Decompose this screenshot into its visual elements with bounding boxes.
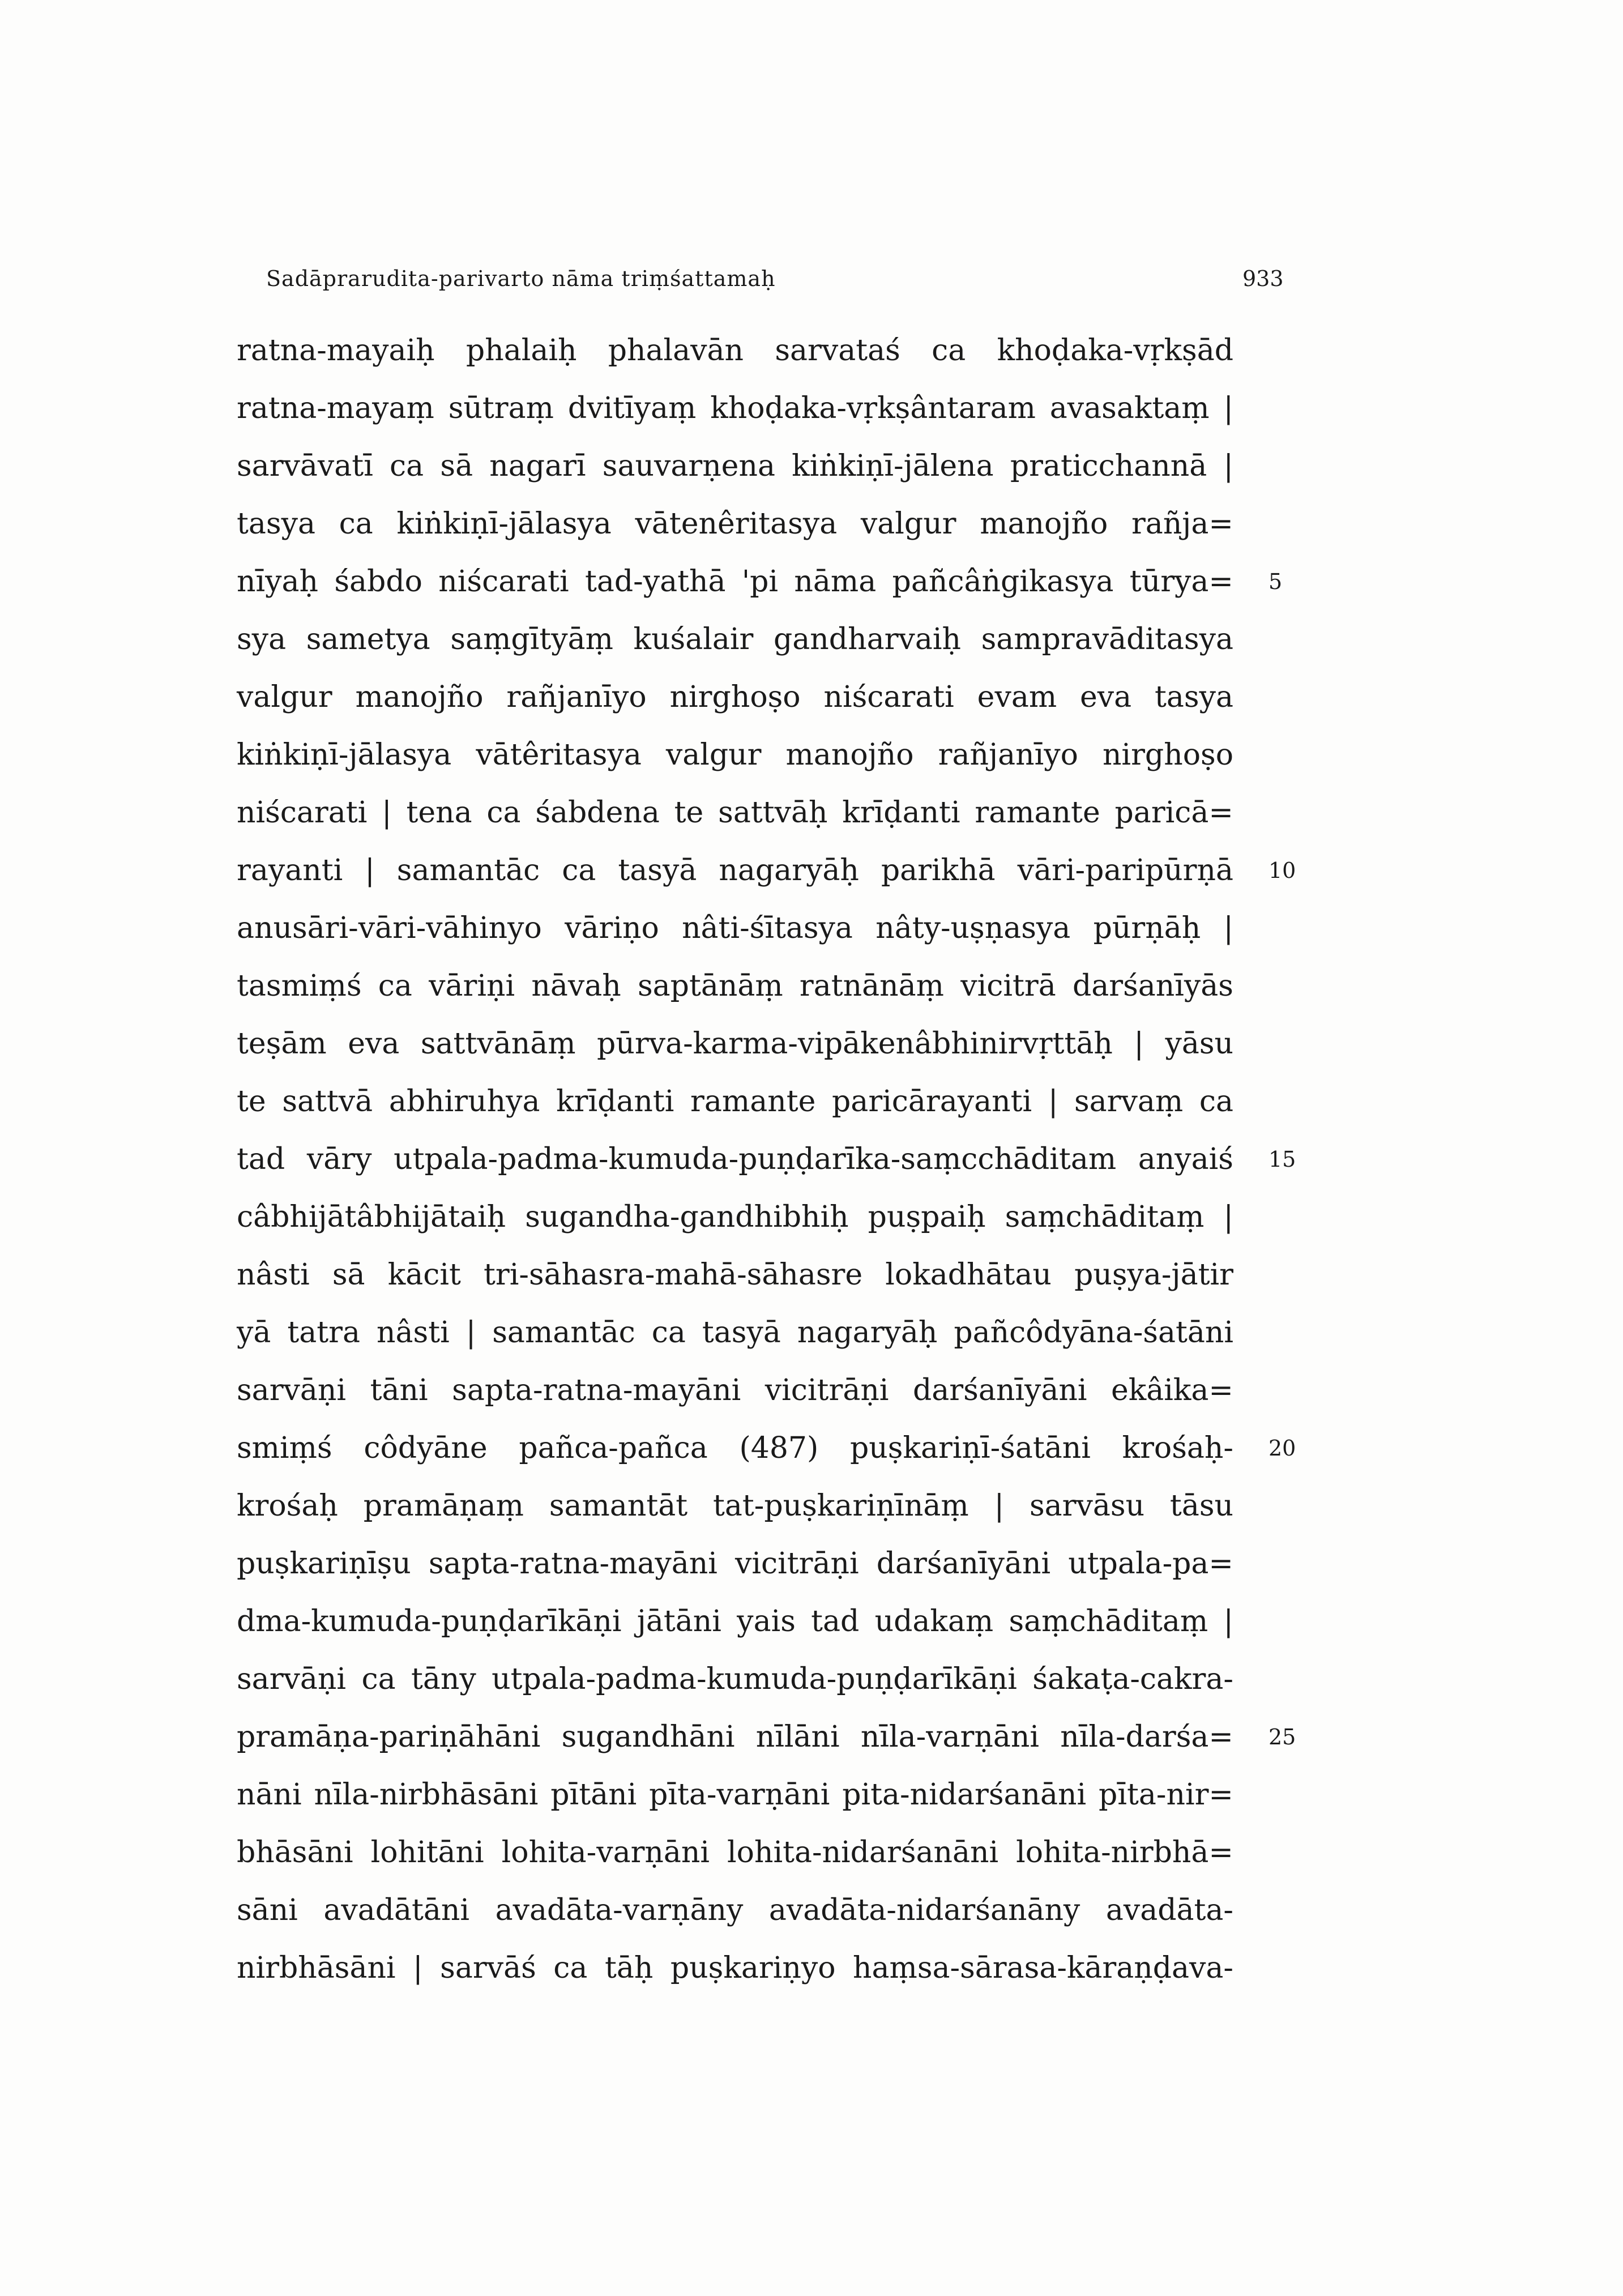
line-number — [1268, 1073, 1314, 1130]
text-line: tasya ca kiṅkiṇī-jālasya vātenêritasya valgur manojño rañja= — [237, 507, 1233, 541]
text-line: sāni avadātāni avadāta-varṇāny avadāta-nidarśanāny avadāta- — [237, 1893, 1233, 1927]
page-number: 933 — [1242, 266, 1284, 291]
line-number — [1268, 1188, 1314, 1246]
line-number: 10 — [1268, 858, 1296, 883]
line-number — [1268, 1477, 1314, 1535]
text-line: nâsti sā kācit tri-sāhasra-mahā-sāhasre lokadhātau puṣya-jātir — [237, 1258, 1233, 1292]
text-line: ratna-mayaṃ sūtraṃ dvitīyaṃ khoḍaka-vṛkṣântaram avasaktaṃ | — [237, 391, 1233, 425]
text-line: tad vāry utpala-padma-kumuda-puṇḍarīka-saṃcchāditam anyaiś — [237, 1142, 1233, 1176]
text-line: sarvāvatī ca sā nagarī sauvarṇena kiṅkiṇī-jālena praticchannā | — [237, 449, 1233, 483]
line-number — [1268, 957, 1314, 1015]
line-number: 15 — [1268, 1147, 1296, 1172]
line-number — [1268, 1881, 1314, 1939]
text-line: nirbhāsāni | sarvāś ca tāḥ puṣkariṇyo haṃsa-sārasa-kāraṇḍava- — [237, 1951, 1233, 1985]
line-number — [1268, 322, 1314, 379]
text-line: bhāsāni lohitāni lohita-varṇāni lohita-nidarśanāni lohita-nirbhā= — [237, 1836, 1233, 1870]
text-line: niścarati | tena ca śabdena te sattvāḥ krīḍanti ramante paricā= — [237, 796, 1233, 830]
line-number — [1268, 1593, 1314, 1650]
line-number: 25 — [1268, 1725, 1296, 1749]
text-line: ratna-mayaiḥ phalaiḥ phalavān sarvataś ca khoḍaka-vṛkṣād — [237, 334, 1233, 368]
running-title: Sadāprarudita-parivarto nāma triṃśattamaḥ — [266, 266, 776, 291]
line-number — [1268, 1766, 1314, 1824]
text-line: pramāṇa-pariṇāhāni sugandhāni nīlāni nīla-varṇāni nīla-darśa= — [237, 1720, 1233, 1754]
text-line: anusāri-vāri-vāhinyo vāriṇo nâti-śītasya nâty-uṣṇasya pūrṇāḥ | — [237, 911, 1233, 945]
line-number — [1268, 1304, 1314, 1362]
text-line: sarvāṇi ca tāny utpala-padma-kumuda-puṇḍarīkāṇi śakaṭa-cakra- — [237, 1662, 1233, 1696]
text-line: puṣkariṇīṣu sapta-ratna-mayāni vicitrāṇi darśanīyāni utpala-pa= — [237, 1547, 1233, 1581]
line-number — [1268, 668, 1314, 726]
body-text — [237, 322, 1233, 1997]
text-line: krośaḥ pramāṇaṃ samantāt tat-puṣkariṇīnāṃ | sarvāsu tāsu — [237, 1489, 1233, 1523]
line-number — [1268, 1824, 1314, 1881]
text-line: yā tatra nâsti | samantāc ca tasyā nagaryāḥ pañcôdyāna-śatāni — [237, 1316, 1233, 1350]
line-number — [1268, 726, 1314, 784]
line-number — [1268, 495, 1314, 553]
line-number — [1268, 379, 1314, 437]
line-number — [1268, 784, 1314, 842]
line-number: 20 — [1268, 1436, 1296, 1461]
line-number: 5 — [1268, 569, 1283, 594]
line-number — [1268, 1939, 1314, 1997]
text-line: sarvāṇi tāni sapta-ratna-mayāni vicitrāṇi darśanīyāni ekâika= — [237, 1373, 1233, 1407]
text-line: sya sametya saṃgītyāṃ kuśalair gandharvaiḥ sampravāditasya — [237, 622, 1233, 656]
line-number — [1268, 1015, 1314, 1073]
text-line: teṣām eva sattvānāṃ pūrva-karma-vipākenâbhinirvṛttāḥ | yāsu — [237, 1027, 1233, 1061]
text-line: kiṅkiṇī-jālasya vātêritasya valgur manojño rañjanīyo nirghoṣo — [237, 738, 1233, 772]
text-line: smiṃś côdyāne pañca-pañca (487) puṣkariṇī-śatāni krośaḥ- — [237, 1431, 1233, 1465]
text-line: dma-kumuda-puṇḍarīkāṇi jātāni yais tad udakaṃ saṃchāditaṃ | — [237, 1604, 1233, 1638]
line-number — [1268, 899, 1314, 957]
line-number — [1268, 437, 1314, 495]
text-line: nīyaḥ śabdo niścarati tad-yathā 'pi nāma pañcâṅgikasya tūrya= — [237, 565, 1233, 599]
line-number — [1268, 1650, 1314, 1708]
line-number — [1268, 1535, 1314, 1593]
text-line: rayanti | samantāc ca tasyā nagaryāḥ parikhā vāri-paripūrṇā — [237, 853, 1233, 887]
text-line: valgur manojño rañjanīyo nirghoṣo niścarati evam eva tasya — [237, 680, 1233, 714]
line-number — [1268, 1246, 1314, 1304]
text-line: câbhijātâbhijātaiḥ sugandha-gandhibhiḥ puṣpaiḥ saṃchāditaṃ | — [237, 1200, 1233, 1234]
text-line: te sattvā abhiruhya krīḍanti ramante paricārayanti | sarvaṃ ca — [237, 1085, 1233, 1119]
line-number — [1268, 1362, 1314, 1419]
line-number-margin — [1268, 322, 1314, 1997]
text-line: nāni nīla-nirbhāsāni pītāni pīta-varṇāni pita-nidarśanāni pīta-nir= — [237, 1778, 1233, 1812]
line-number — [1268, 611, 1314, 668]
text-line: tasmiṃś ca vāriṇi nāvaḥ saptānāṃ ratnānāṃ vicitrā darśanīyās — [237, 969, 1233, 1003]
